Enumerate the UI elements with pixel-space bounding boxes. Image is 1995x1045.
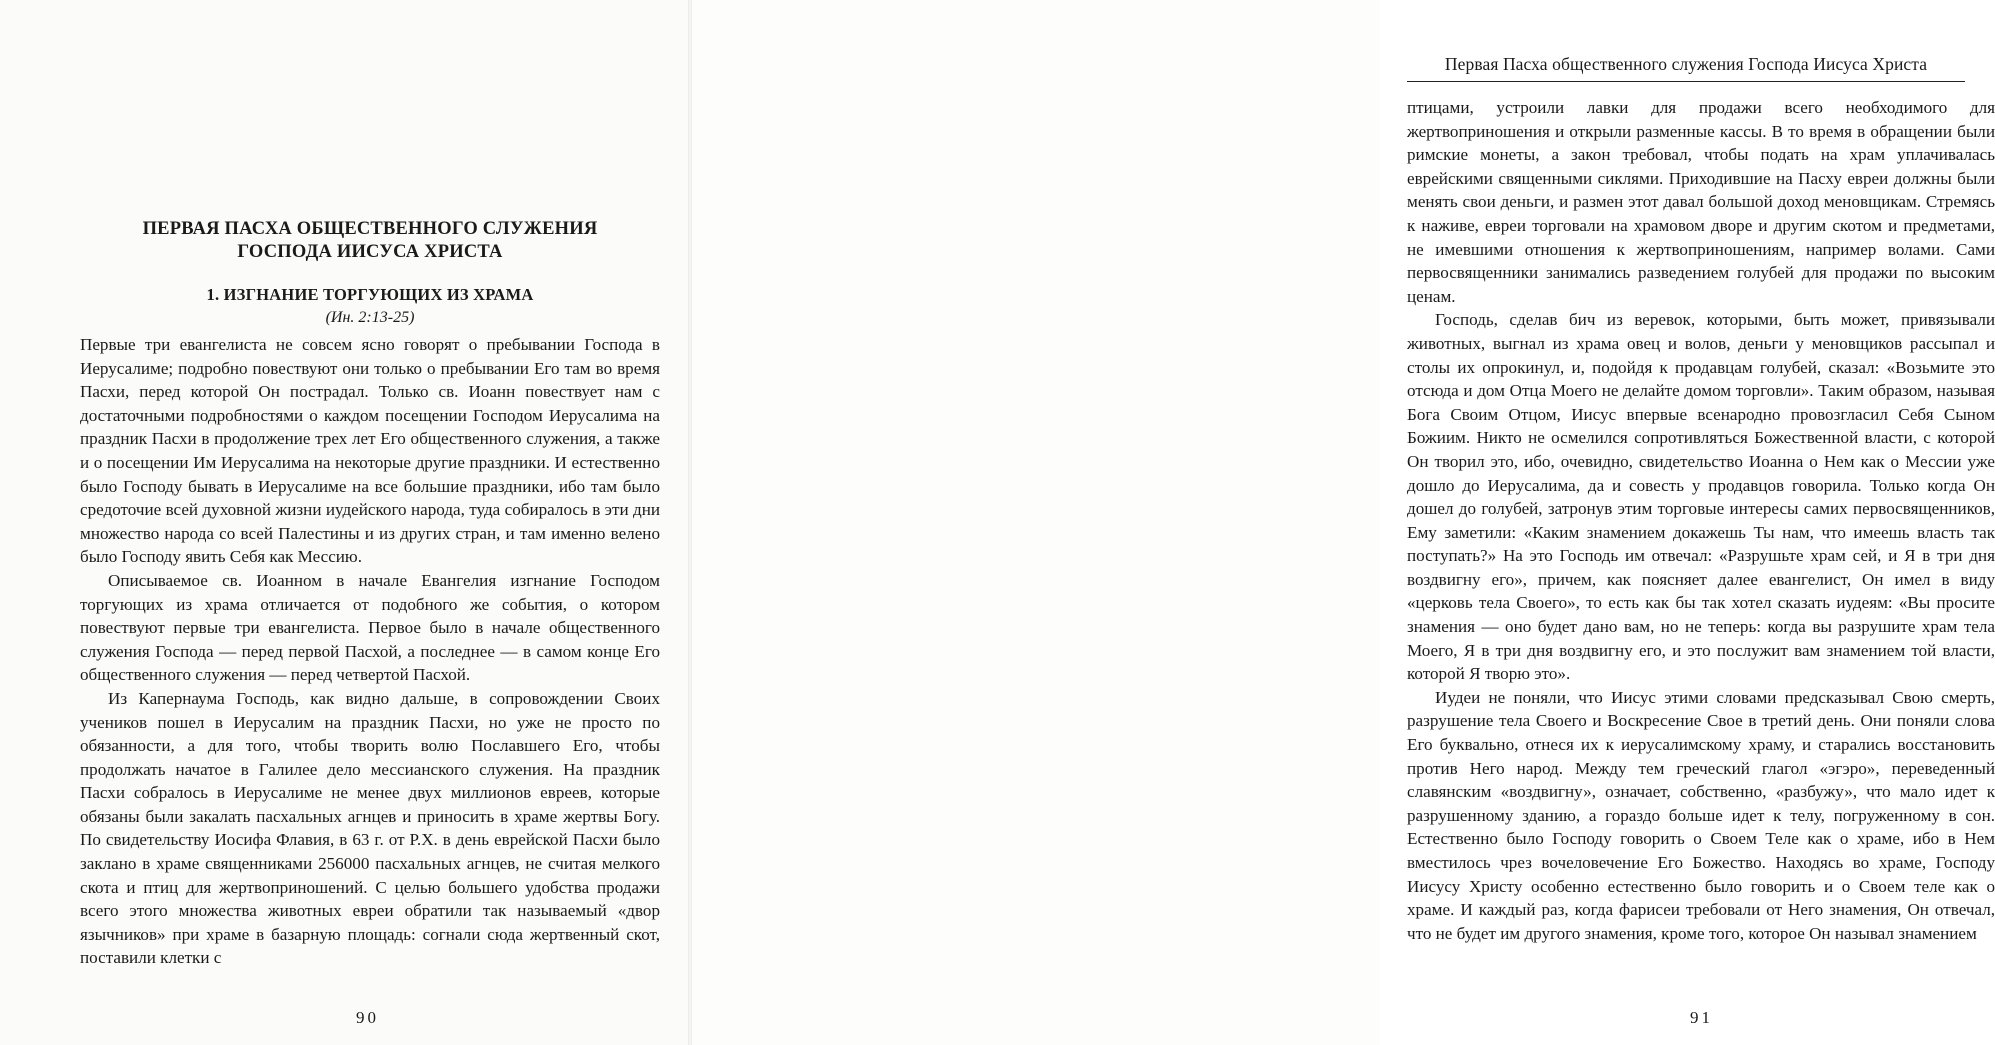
right-page-body: [1407, 96, 1995, 945]
section-title: 1. ИЗГНАНИЕ ТОРГУЮЩИХ ИЗ ХРАМА: [206, 285, 534, 304]
paragraph: Первые три евангелиста не совсем ясно говорят о пребывании Господа в Иерусалиме; подробно повествуют они только о пребывании Его там во время Пасхи, перед которой Он пострадал. Только св. Иоанн повествует нам с достаточными подробностями о каждом посещении Господом Иерусалима на праздник Пасхи в продолжение трех лет Его общественного служения, а также и о посещении Им Иерусалима на некоторые другие праздники. И естественно было Господу бывать в Иерусалиме на все большие праздники, ибо там было средоточие всей духовной жизни иудейского народа, туда собиралось в эти дни множество народа со всей Палестины и из других стран, и там именно велено было Господу явить Себя как Мессию.: [80, 335, 660, 567]
chapter-title: [80, 218, 660, 264]
page-number-right: 91: [1690, 1008, 1713, 1027]
running-head: Первая Пасха общественного служения Господа Иисуса Христа: [1407, 54, 1965, 82]
book-gutter: [688, 0, 692, 1045]
left-page-body: [80, 333, 660, 970]
chapter-title-line-2: ГОСПОДА ИИСУСА ХРИСТА: [237, 242, 503, 262]
scripture-reference: (Ин. 2:13-25): [325, 309, 415, 326]
left-page: [0, 0, 690, 1045]
paragraph: Иудеи не поняли, что Иисус этими словами предсказывал Свою смерть, разрушение тела Своего и Воскресение Свое в третий день. Они поняли слова Его буквально, отнеся их к иерусалимскому храму, и старались восстановить против Него народ. Между тем греческий глагол «эгэро», переведенный славянским «воздвигну», означает, собственно, «разбужу», что мало идет к разрушенному зданию, а гораздо больше идет к телу, погруженному в сон. Естественно было Господу говорить о Своем Теле как о храме, ибо в Нем вместилось чрез вочеловечение Его Божество. Находясь во храме, Господу Иисусу Христу особенно естественно было говорить и о Своем теле как о храме. И каждый раз, когда фарисеи требовали от Него знамения, Он отвечал, что не будет им другого знамения, кроме того, которое Он называл знамением: [1407, 687, 1995, 943]
paragraph: птицами, устроили лавки для продажи всего необходимого для жертвоприношения и открыли разменные кассы. В то время в обращении были римские монеты, а закон требовал, чтобы подать на храм уплачивалась еврейскими священными сиклями. Приходившие на Пасху евреи должны были менять свои деньги, и размен этот давал большой доход меновщикам. Стремясь к наживе, евреи торговали на храмовом дворе и другим скотом и предметами, не имевшими отношения к жертвоприношениям, например волами. Сами первосвященники занимались разведением голубей для продажи по высоким ценам.: [1407, 98, 1995, 306]
paragraph: Из Капернаума Господь, как видно дальше, в сопровождении Своих учеников пошел в Иерусалим на праздник Пасхи, но уже не просто по обязанности, а для того, чтобы творить волю Пославшего Его, чтобы продолжать начатое в Галилее дело мессианского служения. На праздник Пасхи собралось в Иерусалиме не менее двух миллионов евреев, которые обязаны были закалать пасхальных агнцев и приносить в храме жертвы Богу. По свидетельству Иосифа Флавия, в 63 г. от Р.Х. в день еврейской Пасхи было заклано в храме священниками 256000 пасхальных агнцев, не считая мелкого скота и птиц для жертвоприношений. С целью большего удобства продажи всего этого множества животных евреи обратили так называемый «двор язычников» при храме в базарную площадь: согнали сюда жертвенный скот, поставили клетки с: [80, 688, 660, 968]
page-number-left: 90: [356, 1008, 379, 1027]
right-page: [690, 0, 1995, 1045]
paragraph: Господь, сделав бич из веревок, которыми, быть может, привязывали животных, выгнал из храма овец и волов, деньги у меновщиков рассыпал и столы их опрокинул, и, подойдя к продавцам голубей, сказал: «Возьмите это отсюда и дом Отца Моего не делайте домом торговли». Таким образом, называя Бога Своим Отцом, Иисус впервые всенародно провозгласил Себя Сыном Божиим. Никто не осмелился сопротивляться Божественной власти, с которой Он творил это, ибо, очевидно, свидетельство Иоанна о Нем как о Мессии уже дошло до Иерусалима, да и совесть у продавцов говорила. Только когда Он дошел до голубей, затронув этим торговые интересы самих первосвященников, Ему заметили: «Каким знамением докажешь Ты нам, что имеешь власть так поступать?» На это Господь им отвечал: «Разрушьте храм сей, и Я в три дня воздвигну его», причем, как поясняет далее евангелист, Он имел в виду «церковь тела Своего», то есть как бы так хотел сказать иудеям: «Вы просите знамения — оно будет дано вам, но не теперь: когда вы разрушите храм тела Моего, Я в три дня воздвигну его, и это послужит вам знамением той власти, которой Я творю это».: [1407, 310, 1995, 684]
paragraph: Описываемое св. Иоанном в начале Евангелия изгнание Господом торгующих из храма отличается от подобного же события, о котором повествуют первые три евангелиста. Первое было в начале общественного служения Господа — перед первой Пасхой, а последнее — в самом конце Его общественного служения — перед четвертой Пасхой.: [80, 570, 660, 685]
chapter-title-line-1: ПЕРВАЯ ПАСХА ОБЩЕСТВЕННОГО СЛУЖЕНИЯ: [142, 219, 598, 239]
